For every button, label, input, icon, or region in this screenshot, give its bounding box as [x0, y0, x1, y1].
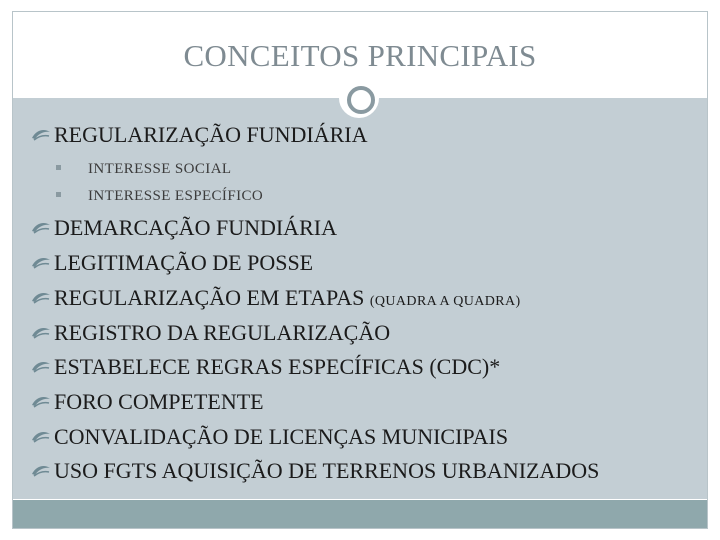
- list-item-label: FORO COMPETENTE: [54, 389, 264, 414]
- curved-leaf-bullet-icon: [30, 324, 52, 342]
- list-item-label: LEGITIMAÇÃO DE POSSE: [54, 250, 314, 275]
- sub-list-item-label: INTERESSE ESPECÍFICO: [88, 188, 264, 204]
- list-item: [30, 389, 264, 415]
- footer-band: [13, 500, 707, 528]
- list-item: [30, 122, 368, 148]
- list-item: [30, 354, 500, 380]
- sub-list-item: [56, 159, 232, 179]
- curved-leaf-bullet-icon: [30, 393, 52, 411]
- list-item-note: (QUADRA A QUADRA): [369, 294, 521, 309]
- square-bullet-icon: [56, 165, 61, 170]
- list-item-label: REGULARIZAÇÃO FUNDIÁRIA: [54, 122, 368, 147]
- list-item: [30, 285, 521, 315]
- curved-leaf-bullet-icon: [30, 219, 52, 237]
- curved-leaf-bullet-icon: [30, 254, 52, 272]
- list-item-label: REGISTRO DA REGULARIZAÇÃO: [54, 320, 391, 345]
- list-item: [30, 250, 313, 276]
- curved-leaf-bullet-icon: [30, 126, 52, 144]
- curved-leaf-bullet-icon: [30, 289, 52, 307]
- curved-leaf-bullet-icon: [30, 462, 52, 480]
- list-item: [30, 458, 599, 484]
- curved-leaf-bullet-icon: [30, 428, 52, 446]
- list-item-label: ESTABELECE REGRAS ESPECÍFICAS (CDC)*: [54, 354, 501, 379]
- list-item: [30, 215, 337, 241]
- square-bullet-icon: [56, 192, 61, 197]
- ring-ornament-inner: [347, 86, 375, 114]
- sub-list-item: [56, 186, 263, 206]
- list-item-label: DEMARCAÇÃO FUNDIÁRIA: [54, 215, 337, 240]
- sub-list-item-label: INTERESSE SOCIAL: [88, 161, 232, 177]
- curved-leaf-bullet-icon: [30, 358, 52, 376]
- ring-ornament-icon: [339, 78, 379, 118]
- list-item: [30, 424, 508, 450]
- list-item: [30, 320, 390, 346]
- list-item-label: CONVALIDAÇÃO DE LICENÇAS MUNICIPAIS: [54, 424, 509, 449]
- slide-title: CONCEITOS PRINCIPAIS: [183, 38, 537, 73]
- list-item-label: USO FGTS AQUISIÇÃO DE TERRENOS URBANIZADOS: [54, 458, 600, 483]
- list-item-label: REGULARIZAÇÃO EM ETAPAS: [54, 285, 370, 310]
